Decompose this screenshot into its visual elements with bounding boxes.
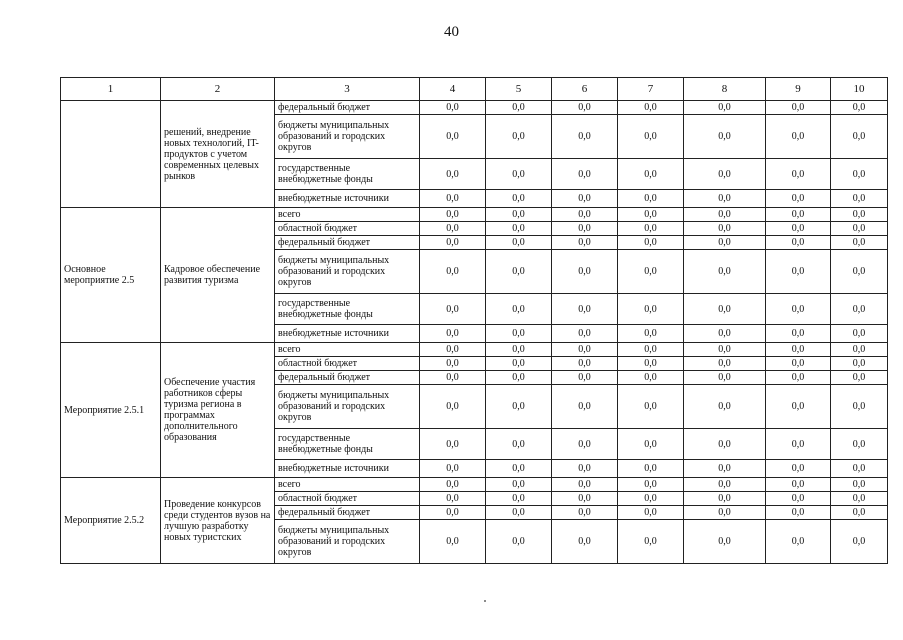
- value-cell: 0,0: [486, 460, 552, 478]
- value-cell: 0,0: [618, 357, 684, 371]
- activity-title-cell: Проведение конкурсов среди студентов вузов на лучшую разработку новых туристских: [161, 478, 275, 564]
- value-cell: 0,0: [486, 429, 552, 460]
- value-cell: 0,0: [552, 294, 618, 325]
- value-cell: 0,0: [420, 115, 486, 159]
- value-cell: 0,0: [486, 371, 552, 385]
- value-cell: 0,0: [486, 222, 552, 236]
- column-header: 8: [684, 78, 766, 101]
- value-cell: 0,0: [766, 506, 831, 520]
- value-cell: 0,0: [618, 385, 684, 429]
- value-cell: 0,0: [684, 371, 766, 385]
- value-cell: 0,0: [552, 357, 618, 371]
- funding-source-cell: внебюджетные источники: [275, 325, 420, 343]
- value-cell: 0,0: [420, 385, 486, 429]
- value-cell: 0,0: [684, 343, 766, 357]
- value-cell: 0,0: [831, 222, 888, 236]
- value-cell: 0,0: [831, 159, 888, 190]
- value-cell: 0,0: [420, 429, 486, 460]
- column-header: 3: [275, 78, 420, 101]
- value-cell: 0,0: [552, 190, 618, 208]
- value-cell: 0,0: [618, 520, 684, 564]
- value-cell: 0,0: [831, 506, 888, 520]
- value-cell: 0,0: [766, 492, 831, 506]
- value-cell: 0,0: [486, 294, 552, 325]
- value-cell: 0,0: [684, 460, 766, 478]
- value-cell: 0,0: [831, 385, 888, 429]
- value-cell: 0,0: [684, 294, 766, 325]
- value-cell: 0,0: [766, 250, 831, 294]
- value-cell: 0,0: [831, 357, 888, 371]
- funding-source-cell: всего: [275, 478, 420, 492]
- column-header: 4: [420, 78, 486, 101]
- value-cell: 0,0: [766, 429, 831, 460]
- value-cell: 0,0: [766, 520, 831, 564]
- funding-source-cell: бюджеты муниципальных образований и городских округов: [275, 520, 420, 564]
- funding-source-cell: всего: [275, 343, 420, 357]
- funding-source-cell: областной бюджет: [275, 222, 420, 236]
- column-header: 7: [618, 78, 684, 101]
- value-cell: 0,0: [552, 371, 618, 385]
- value-cell: 0,0: [552, 236, 618, 250]
- value-cell: 0,0: [766, 236, 831, 250]
- value-cell: 0,0: [684, 236, 766, 250]
- activity-title-cell: Обеспечение участия работников сферы туризма региона в программах дополнительного образования: [161, 343, 275, 478]
- funding-source-cell: бюджеты муниципальных образований и городских округов: [275, 385, 420, 429]
- value-cell: 0,0: [766, 222, 831, 236]
- value-cell: 0,0: [684, 190, 766, 208]
- value-cell: 0,0: [552, 429, 618, 460]
- value-cell: 0,0: [486, 250, 552, 294]
- value-cell: 0,0: [552, 115, 618, 159]
- value-cell: 0,0: [684, 115, 766, 159]
- value-cell: 0,0: [420, 343, 486, 357]
- table-row: [61, 478, 888, 492]
- value-cell: 0,0: [420, 190, 486, 208]
- value-cell: 0,0: [831, 520, 888, 564]
- value-cell: 0,0: [831, 208, 888, 222]
- activity-cell: [61, 101, 161, 208]
- value-cell: 0,0: [766, 385, 831, 429]
- value-cell: 0,0: [766, 115, 831, 159]
- header-row: [61, 78, 888, 101]
- value-cell: 0,0: [486, 520, 552, 564]
- value-cell: 0,0: [831, 325, 888, 343]
- value-cell: 0,0: [766, 294, 831, 325]
- value-cell: 0,0: [766, 371, 831, 385]
- table-row: [61, 208, 888, 222]
- value-cell: 0,0: [420, 492, 486, 506]
- funding-source-cell: федеральный бюджет: [275, 506, 420, 520]
- value-cell: 0,0: [618, 208, 684, 222]
- value-cell: 0,0: [552, 101, 618, 115]
- column-header: 1: [61, 78, 161, 101]
- value-cell: 0,0: [831, 115, 888, 159]
- value-cell: 0,0: [831, 371, 888, 385]
- value-cell: 0,0: [486, 385, 552, 429]
- value-cell: 0,0: [618, 250, 684, 294]
- value-cell: 0,0: [766, 208, 831, 222]
- value-cell: 0,0: [486, 506, 552, 520]
- funding-source-cell: бюджеты муниципальных образований и городских округов: [275, 115, 420, 159]
- value-cell: 0,0: [420, 208, 486, 222]
- value-cell: 0,0: [684, 159, 766, 190]
- value-cell: 0,0: [420, 478, 486, 492]
- value-cell: 0,0: [486, 492, 552, 506]
- funding-source-cell: внебюджетные источники: [275, 460, 420, 478]
- value-cell: 0,0: [486, 115, 552, 159]
- funding-source-cell: областной бюджет: [275, 492, 420, 506]
- value-cell: 0,0: [831, 460, 888, 478]
- value-cell: 0,0: [552, 159, 618, 190]
- value-cell: 0,0: [831, 343, 888, 357]
- value-cell: 0,0: [486, 478, 552, 492]
- column-header: 10: [831, 78, 888, 101]
- value-cell: 0,0: [552, 520, 618, 564]
- value-cell: 0,0: [486, 190, 552, 208]
- funding-source-cell: государственные внебюджетные фонды: [275, 159, 420, 190]
- value-cell: 0,0: [618, 343, 684, 357]
- value-cell: 0,0: [831, 294, 888, 325]
- value-cell: 0,0: [420, 250, 486, 294]
- activity-title-cell: решений, внедрение новых технологий, IT-продуктов с учетом современных целевых рынков: [161, 101, 275, 208]
- value-cell: 0,0: [420, 325, 486, 343]
- value-cell: 0,0: [420, 506, 486, 520]
- value-cell: 0,0: [486, 101, 552, 115]
- funding-source-cell: федеральный бюджет: [275, 236, 420, 250]
- funding-source-cell: федеральный бюджет: [275, 371, 420, 385]
- funding-source-cell: бюджеты муниципальных образований и городских округов: [275, 250, 420, 294]
- value-cell: 0,0: [618, 222, 684, 236]
- value-cell: 0,0: [618, 506, 684, 520]
- value-cell: 0,0: [486, 343, 552, 357]
- value-cell: 0,0: [684, 208, 766, 222]
- column-header: 2: [161, 78, 275, 101]
- value-cell: 0,0: [766, 478, 831, 492]
- value-cell: 0,0: [831, 236, 888, 250]
- value-cell: 0,0: [618, 492, 684, 506]
- value-cell: 0,0: [684, 222, 766, 236]
- value-cell: 0,0: [420, 101, 486, 115]
- funding-source-cell: федеральный бюджет: [275, 101, 420, 115]
- funding-source-cell: внебюджетные источники: [275, 190, 420, 208]
- activity-cell: Мероприятие 2.5.2: [61, 478, 161, 564]
- value-cell: 0,0: [618, 190, 684, 208]
- column-header: 5: [486, 78, 552, 101]
- funding-source-cell: государственные внебюджетные фонды: [275, 429, 420, 460]
- value-cell: 0,0: [552, 325, 618, 343]
- value-cell: 0,0: [831, 478, 888, 492]
- activity-cell: Мероприятие 2.5.1: [61, 343, 161, 478]
- value-cell: 0,0: [766, 460, 831, 478]
- value-cell: 0,0: [420, 159, 486, 190]
- column-header: 6: [552, 78, 618, 101]
- value-cell: 0,0: [684, 250, 766, 294]
- value-cell: 0,0: [831, 190, 888, 208]
- value-cell: 0,0: [831, 429, 888, 460]
- value-cell: 0,0: [684, 478, 766, 492]
- value-cell: 0,0: [831, 250, 888, 294]
- scan-dot: [484, 600, 486, 602]
- value-cell: 0,0: [684, 101, 766, 115]
- value-cell: 0,0: [618, 101, 684, 115]
- value-cell: 0,0: [618, 294, 684, 325]
- value-cell: 0,0: [552, 385, 618, 429]
- value-cell: 0,0: [420, 520, 486, 564]
- value-cell: 0,0: [486, 159, 552, 190]
- activity-cell: Основное мероприятие 2.5: [61, 208, 161, 343]
- value-cell: 0,0: [684, 429, 766, 460]
- value-cell: 0,0: [552, 250, 618, 294]
- funding-source-cell: всего: [275, 208, 420, 222]
- value-cell: 0,0: [618, 429, 684, 460]
- value-cell: 0,0: [618, 236, 684, 250]
- value-cell: 0,0: [684, 385, 766, 429]
- value-cell: 0,0: [552, 506, 618, 520]
- value-cell: 0,0: [684, 506, 766, 520]
- value-cell: 0,0: [831, 101, 888, 115]
- value-cell: 0,0: [618, 159, 684, 190]
- value-cell: 0,0: [552, 460, 618, 478]
- value-cell: 0,0: [684, 357, 766, 371]
- funding-source-cell: областной бюджет: [275, 357, 420, 371]
- value-cell: 0,0: [420, 460, 486, 478]
- value-cell: 0,0: [766, 190, 831, 208]
- value-cell: 0,0: [684, 492, 766, 506]
- value-cell: 0,0: [552, 478, 618, 492]
- value-cell: 0,0: [618, 371, 684, 385]
- value-cell: 0,0: [766, 343, 831, 357]
- value-cell: 0,0: [420, 357, 486, 371]
- value-cell: 0,0: [618, 478, 684, 492]
- value-cell: 0,0: [618, 115, 684, 159]
- value-cell: 0,0: [684, 325, 766, 343]
- activity-title-cell: Кадровое обеспечение развития туризма: [161, 208, 275, 343]
- value-cell: 0,0: [831, 492, 888, 506]
- value-cell: 0,0: [552, 492, 618, 506]
- value-cell: 0,0: [486, 236, 552, 250]
- value-cell: 0,0: [420, 222, 486, 236]
- funding-source-cell: государственные внебюджетные фонды: [275, 294, 420, 325]
- value-cell: 0,0: [420, 371, 486, 385]
- value-cell: 0,0: [486, 208, 552, 222]
- value-cell: 0,0: [766, 159, 831, 190]
- value-cell: 0,0: [766, 357, 831, 371]
- table-row: [61, 343, 888, 357]
- value-cell: 0,0: [766, 101, 831, 115]
- value-cell: 0,0: [684, 520, 766, 564]
- table-row: [61, 101, 888, 115]
- page-number: 40: [444, 24, 459, 40]
- column-header: 9: [766, 78, 831, 101]
- budget-table: [60, 77, 888, 564]
- value-cell: 0,0: [420, 294, 486, 325]
- value-cell: 0,0: [552, 222, 618, 236]
- value-cell: 0,0: [618, 460, 684, 478]
- value-cell: 0,0: [552, 343, 618, 357]
- value-cell: 0,0: [618, 325, 684, 343]
- value-cell: 0,0: [552, 208, 618, 222]
- value-cell: 0,0: [486, 357, 552, 371]
- value-cell: 0,0: [486, 325, 552, 343]
- value-cell: 0,0: [420, 236, 486, 250]
- value-cell: 0,0: [766, 325, 831, 343]
